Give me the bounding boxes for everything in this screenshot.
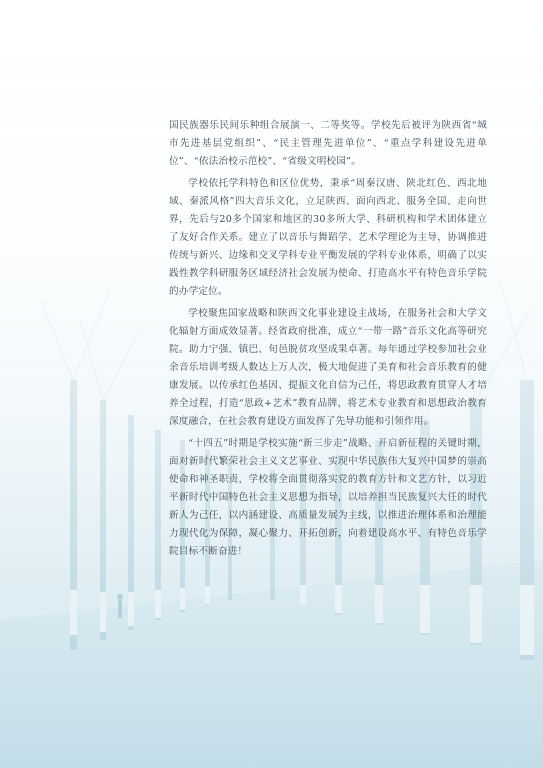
body-text bbox=[169, 117, 487, 565]
paragraph-2: 学校依托学科特色和区位优势，秉承“周秦汉唐、陕北红色、西北地域、秦派风格”四大音乐文化，立足陕西、面向西北、服务全国、走向世界，先后与20多个国家和地区的30多所大学、科研机构和学术团体建立了友好合作关系。建立了以音乐与舞蹈学、艺术学理论为主导，协调推进传统与新兴、边缘和交叉学科专业平衡发展的学科专业体系，明确了以实践性教学科研服务区域经济社会发展为使命、打造高水平有特色音乐学院的办学定位。 bbox=[169, 178, 487, 297]
paragraph-4: “十四五”时期是学校实施“新三步走”战略、开启新征程的关键时期，面对新时代繁荣社会主义文艺事业、实现中华民族伟大复兴中国梦的崇高使命和神圣职责，学校将全面贯彻落实党的教育方针和文艺方针，以习近平新时代中国特色社会主义思想为指导，以培养担当民族复兴大任的时代新人为己任，以内涵建设、高质量发展为主线，以推进治理体系和治理能力现代化为保障，凝心聚力、开拓创新，向着建设高水平、有特色音乐学院目标不断奋进！ bbox=[169, 438, 487, 557]
paragraph-3: 学校聚焦国家战略和陕西文化事业建设主战场，在服务社会和大学文化辐射方面成效显著。经省政府批准，成立“一带一路”音乐文化高等研究院。助力宁强、镇巴、旬邑脱贫攻坚成果卓著。每年通过学校参加社会业余音乐培训考级人数达上万人次，极大地促进了美育和社会音乐教育的健康发展。以传承红色基因、提振文化自信为己任，将思政教育贯穿人才培养全过程，打造“思政+艺术”教育品牌，将艺术专业教育和思想政治教育深度融合，在社会教育建设方面发挥了先导功能和引领作用。 bbox=[169, 308, 487, 427]
paragraph-1: 国民族器乐民间乐种组合展演一、二等奖等。学校先后被评为陕西省“城市先进基层党组织”、“民主管理先进单位”、“重点学科建设先进单位”、“依法治校示范校”、“省级文明校园”。 bbox=[169, 120, 487, 167]
